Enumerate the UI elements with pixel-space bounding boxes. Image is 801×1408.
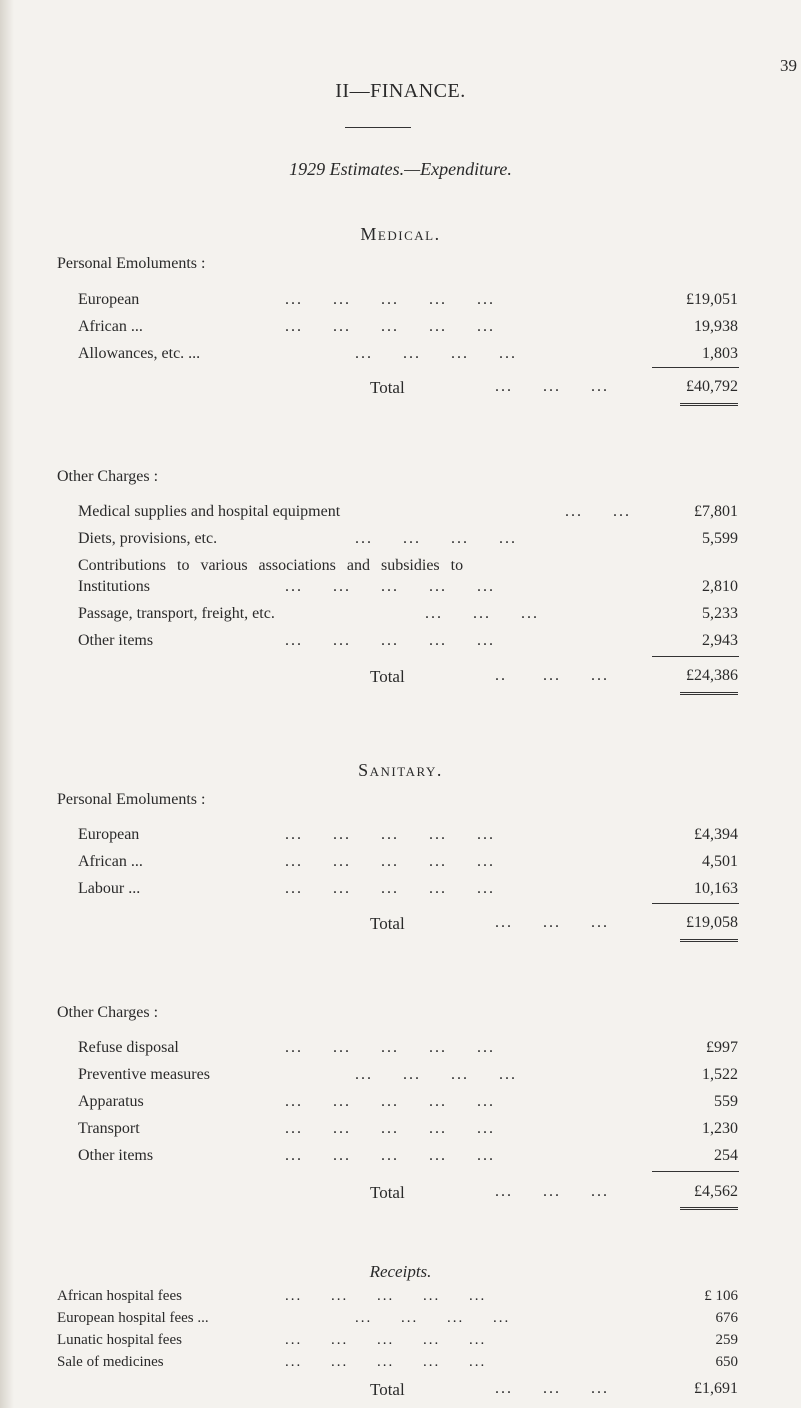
double-rule: [680, 1207, 738, 1210]
sanitary-personal-item: African ...: [78, 853, 143, 870]
sanitary-personal-amount: 4,501: [702, 853, 738, 870]
sanitary-other-item: Preventive measures: [78, 1066, 210, 1083]
medical-other-total-label: Total: [370, 667, 405, 686]
total-rule: [652, 903, 739, 904]
leader-dots: ... ... ... ...: [355, 345, 517, 362]
leader-dots: ... ...: [565, 503, 631, 520]
page-subtitle: 1929 Estimates.—Expenditure.: [289, 159, 512, 179]
leader-dots: ... ... ... ...: [355, 1066, 517, 1083]
page-number: 39: [780, 56, 797, 75]
leader-dots: ... ... ...: [425, 605, 539, 622]
sanitary-personal-item: Labour ...: [78, 880, 141, 897]
leader-dots: ... ... ...: [495, 378, 609, 395]
receipts-amount: 650: [715, 1354, 738, 1370]
leader-dots: ... ... ... ... ...: [285, 291, 495, 308]
leader-dots: ... ... ... ... ...: [285, 578, 495, 595]
leader-dots: ... ... ... ... ...: [285, 1039, 495, 1056]
receipts-item: European hospital fees ...: [57, 1310, 209, 1326]
sanitary-other-total-label: Total: [370, 1183, 405, 1202]
receipts-amount: £ 106: [704, 1288, 738, 1304]
leader-dots: ... ... ... ... ...: [285, 826, 495, 843]
sanitary-personal-total: £19,058: [686, 914, 738, 931]
leader-dots: ... ... ...: [495, 1380, 609, 1397]
total-rule: [652, 367, 739, 368]
medical-personal-amount: £19,051: [686, 291, 738, 308]
leader-dots: .. ... ...: [495, 667, 609, 684]
medical-other-label: Other Charges :: [57, 468, 159, 485]
leader-dots: ... ... ... ... ...: [285, 1332, 487, 1348]
medical-other-item: Medical supplies and hospital equipment: [78, 503, 341, 520]
leader-dots: ... ... ...: [495, 1183, 609, 1200]
sanitary-other-amount: 1,230: [702, 1120, 738, 1137]
total-rule: [652, 656, 739, 657]
medical-other-item: Passage, transport, freight, etc.: [78, 605, 275, 622]
medical-other-amount: 5,233: [702, 605, 738, 622]
double-rule: [680, 939, 738, 942]
medical-other-item: Other items: [78, 632, 154, 649]
double-rule: [680, 403, 738, 406]
medical-other-amount: 5,599: [702, 530, 738, 547]
sanitary-other-label: Other Charges :: [57, 1004, 159, 1021]
sanitary-other-amount: 254: [714, 1147, 738, 1164]
medical-personal-item: African ...: [78, 318, 143, 335]
scan-edge-shadow: [0, 0, 14, 1408]
sanitary-other-amount: 1,522: [702, 1066, 738, 1083]
sanitary-personal-item: European: [78, 826, 140, 843]
receipts-amount: 676: [715, 1310, 738, 1326]
medical-personal-item: Allowances, etc. ...: [78, 345, 201, 362]
medical-personal-total-label: Total: [370, 378, 405, 397]
receipts-total: £1,691: [694, 1380, 738, 1397]
medical-other-total: £24,386: [686, 667, 738, 684]
sanitary-other-total: £4,562: [694, 1183, 738, 1200]
medical-heading: Medical.: [360, 224, 441, 244]
sanitary-other-item: Transport: [78, 1120, 140, 1137]
medical-personal-label: Personal Emoluments :: [57, 255, 206, 272]
medical-other-amount: £7,801: [694, 503, 738, 520]
receipts-item: Lunatic hospital fees: [57, 1332, 182, 1348]
medical-other-item: Contributions to various associations and subsidies to: [78, 557, 464, 574]
receipts-item: Sale of medicines: [57, 1354, 164, 1370]
title-rule: [345, 127, 411, 128]
leader-dots: ... ... ... ...: [355, 530, 517, 547]
sanitary-other-amount: £997: [706, 1039, 738, 1056]
medical-other-amount: 2,810: [702, 578, 738, 595]
double-rule: [680, 692, 738, 695]
leader-dots: ... ... ... ...: [355, 1310, 511, 1326]
sanitary-other-item: Refuse disposal: [78, 1039, 179, 1056]
leader-dots: ... ... ... ... ...: [285, 1120, 495, 1137]
chapter-title: II—FINANCE.: [335, 80, 466, 102]
medical-personal-total: £40,792: [686, 378, 738, 395]
sanitary-other-item: Other items: [78, 1147, 154, 1164]
receipts-heading: Receipts.: [369, 1262, 432, 1281]
leader-dots: ... ... ... ... ...: [285, 880, 495, 897]
sanitary-personal-amount: £4,394: [694, 826, 738, 843]
sanitary-other-amount: 559: [714, 1093, 738, 1110]
leader-dots: ... ... ... ... ...: [285, 1093, 495, 1110]
leader-dots: ... ... ... ... ...: [285, 1147, 495, 1164]
receipts-amount: 259: [715, 1332, 738, 1348]
sanitary-other-item: Apparatus: [78, 1093, 144, 1110]
medical-other-item: Diets, provisions, etc.: [78, 530, 218, 547]
sanitary-personal-label: Personal Emoluments :: [57, 791, 206, 808]
sanitary-personal-amount: 10,163: [694, 880, 738, 897]
sanitary-personal-total-label: Total: [370, 914, 405, 933]
medical-personal-amount: 19,938: [694, 318, 738, 335]
receipts-total-label: Total: [370, 1380, 405, 1399]
leader-dots: ... ... ... ... ...: [285, 853, 495, 870]
medical-other-amount: 2,943: [702, 632, 738, 649]
leader-dots: ... ... ...: [495, 914, 609, 931]
leader-dots: ... ... ... ... ...: [285, 1354, 487, 1370]
leader-dots: ... ... ... ... ...: [285, 1288, 487, 1304]
sanitary-heading: Sanitary.: [358, 760, 443, 780]
medical-personal-amount: 1,803: [702, 345, 738, 362]
leader-dots: ... ... ... ... ...: [285, 318, 495, 335]
medical-personal-item: European: [78, 291, 140, 308]
total-rule: [652, 1171, 739, 1172]
receipts-item: African hospital fees: [57, 1288, 182, 1304]
medical-other-item: Institutions: [78, 578, 151, 595]
leader-dots: ... ... ... ... ...: [285, 632, 495, 649]
